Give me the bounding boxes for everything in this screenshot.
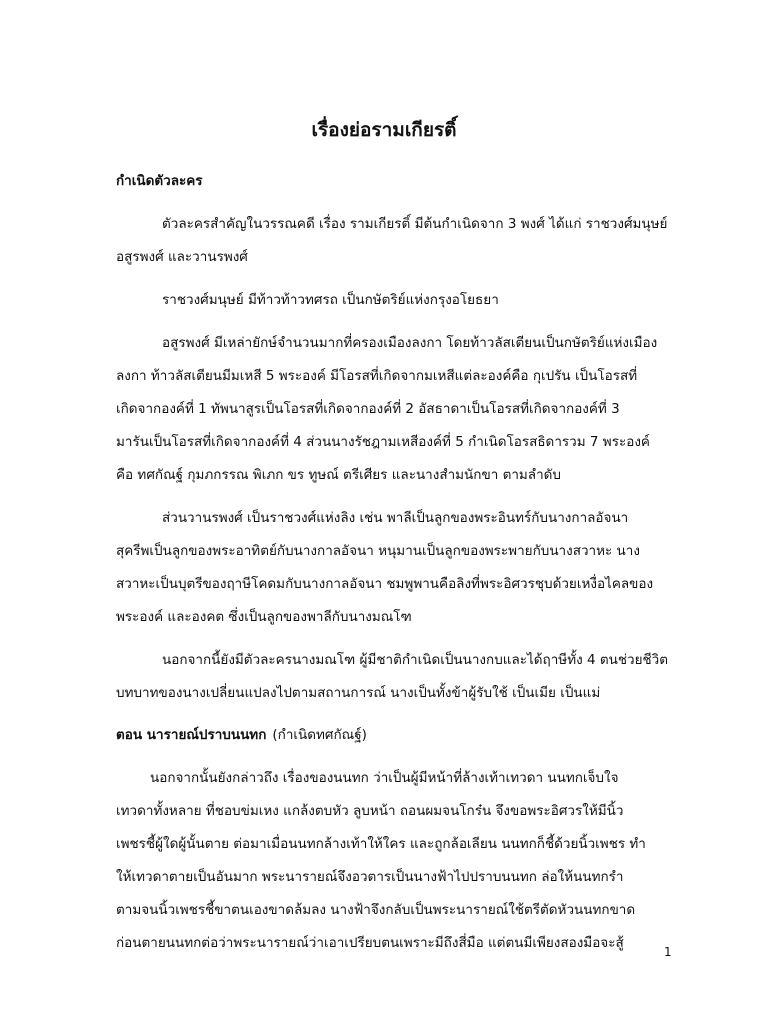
paragraph (116, 502, 690, 634)
paragraph (116, 284, 690, 317)
paragraph (116, 644, 690, 710)
page-number: 1 (664, 945, 672, 959)
text-line: ก่อนตายนนทกต่อว่าพระนารายณ์ว่าเอาเปรียบตนเพราะมีถึงสี่มือ แต่ตนมีเพียงสองมือจะสู้ (116, 935, 624, 951)
text-line: มารันเป็นโอรสที่เกิดจากองค์ที่ 4 ส่วนนางรัชฎามเหสีองค์ที่ 5 กำเนิดโอรสธิดารวม 7 พระองค์ (116, 434, 650, 450)
section-heading-text: ตอน นารายณ์ปราบนนทก (116, 727, 267, 743)
text-line: ราชวงศ์มนุษย์ มีท้าวท้าวทศรถ เป็นกษัตริย์แห่งกรุงอโยธยา (162, 292, 499, 308)
section-heading-narai-nonthok (116, 720, 690, 750)
document-title: เรื่องย่อรามเกียรติ์ (311, 119, 457, 141)
text-line: อสูรพงศ์ และวานรพงศ์ (116, 249, 248, 265)
text-line: บทบาทของนางเปลี่ยนแปลงไปตามสถานการณ์ นางเป็นทั้งข้าผู้รับใช้ เป็นเมีย เป็นแม่ (116, 685, 601, 701)
section-heading-text: กำเนิดตัวละคร (116, 173, 203, 189)
section-subheading: (กำเนิดทศกัณฐ์) (272, 727, 367, 743)
text-line: คือ ทศกัณฐ์ กุมภกรรณ พิเภก ขร ทูษณ์ ตรีเศียร และนางสำมนักขา ตามลำดับ (116, 467, 561, 483)
text-line: อสูรพงศ์ มีเหล่ายักษ์จำนวนมากที่ครองเมืองลงกา โดยท้าวลัสเตียนเป็นกษัตริย์แห่งเมือง (162, 335, 658, 351)
text-line: สวาหะเป็นบุตรีของฤาษีโคดมกับนางกาลอัจนา ชมพูพานคือลิงที่พระอิศวรชุบด้วยเหงื่อไคลของ (116, 576, 654, 592)
text-line: ตามจนนิ้วเพชรชี้ขาตนเองขาดล้มลง นางฟ้าจึงกลับเป็นพระนารายณ์ใช้ตรีตัดหัวนนทกขาด (116, 902, 636, 918)
text-line: พระองค์ และองคต ซึ่งเป็นลูกของพาลีกับนางมณโฑ (116, 609, 412, 625)
document-body (116, 166, 690, 970)
paragraph (116, 208, 690, 274)
text-line: นอกจากนี้ยังมีตัวละครนางมณโฑ ผู้มีชาติกำเนิดเป็นนางกบและได้ฤาษีทั้ง 4 ตนช่วยชีวิต (162, 652, 669, 668)
section-heading-character-origin (116, 166, 690, 196)
paragraph (116, 762, 690, 960)
text-line: เพชรชี้ผู้ใดผู้นั้นตาย ต่อมาเมื่อนนทกล้างเท้าให้ใคร และถูกล้อเลียน นนทกก็ชี้ด้วยนิ้วเพชร ทำ (116, 836, 646, 852)
text-line: ตัวละครสำคัญในวรรณคดี เรื่อง รามเกียรติ์ มีต้นกำเนิดจาก 3 พงศ์ ได้แก่ ราชวงศ์มนุษย์ (162, 216, 668, 232)
text-line: สุครีพเป็นลูกของพระอาทิตย์กับนางกาลอัจนา หนุมานเป็นลูกของพระพายกับนางสวาหะ นาง (116, 543, 640, 559)
text-line: เกิดจากองค์ที่ 1 ทัพนาสูรเป็นโอรสที่เกิดจากองค์ที่ 2 อัสธาดาเป็นโอรสที่เกิดจากองค์ที่ 3 (116, 401, 620, 417)
paragraph (116, 327, 690, 492)
text-line: ลงกา ท้าวลัสเตียนมีมเหสี 5 พระองค์ มีโอรสที่เกิดจากมเหสีแต่ละองค์คือ กุเปรัน เป็นโอรสที่ (116, 368, 638, 384)
text-line: เทวดาทั้งหลาย ที่ชอบข่มเหง แกล้งตบหัว ลูบหน้า ถอนผมจนโกร๋น จึงขอพระอิศวรให้มีนิ้ว (116, 803, 624, 819)
text-line: นอกจากนั้นยังกล่าวถึง เรื่องของนนทก ว่าเป็นผู้มีหน้าที่ล้างเท้าเทวดา นนทกเจ็บใจ (150, 770, 619, 786)
text-line: ส่วนวานรพงศ์ เป็นราชวงศ์แห่งลิง เช่น พาลีเป็นลูกของพระอินทร์กับนางกาลอัจนา (162, 510, 629, 526)
text-line: ให้เทวดาตายเป็นอันมาก พระนารายณ์จึงอวตารเป็นนางฟ้าไปปราบนนทก ล่อให้นนทกรำ (116, 869, 624, 885)
